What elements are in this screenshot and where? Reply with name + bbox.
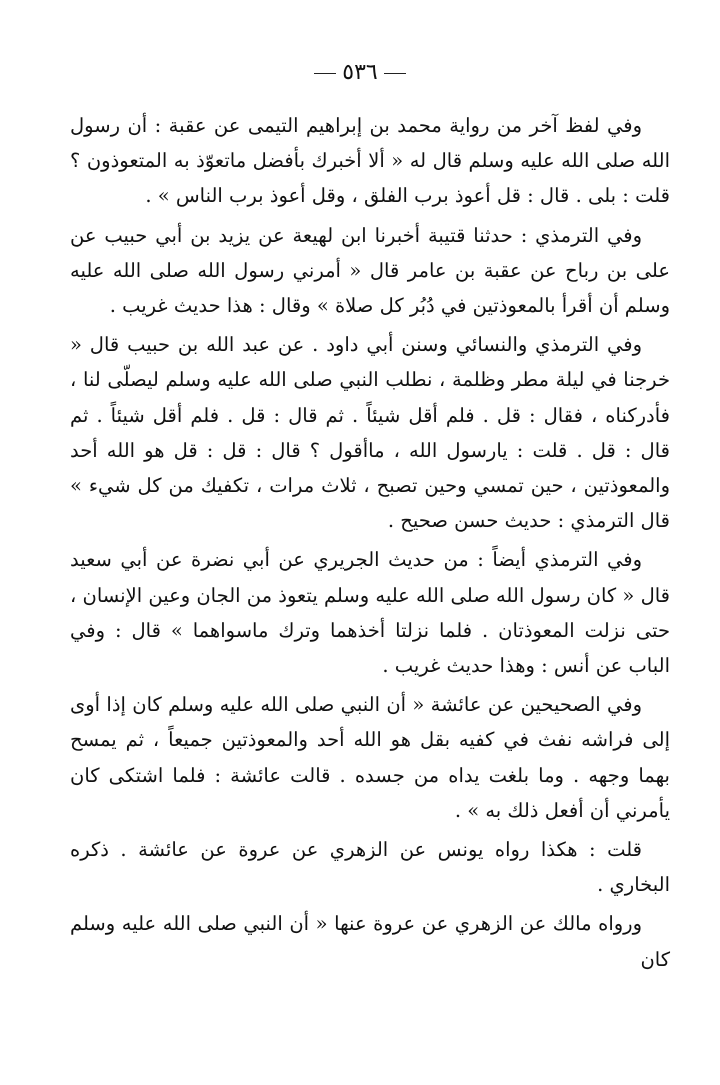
body-text bbox=[70, 108, 670, 981]
paragraph-1: وفي لفظ آخر من رواية محمد بن إبراهيم التيمى عن عقبة : أن رسول الله صلى الله عليه وسلم قال له « ألا أخبرك بأفضل ماتعوّذ به المتعوذون ؟ قلت : بلى . قال : قل أعوذ برب الفلق ، وقل أعوذ برب الناس » . bbox=[70, 114, 670, 208]
paragraph-5: وفي الصحيحين عن عائشة « أن النبي صلى الله عليه وسلم كان إذا أوى إلى فراشه نفث في كفيه بقل هو الله أحد والمعوذتين جميعاً ، ثم يمسح بهما وجهه . وما بلغت يداه من جسده . قالت عائشة : فلما اشتكى كان يأمرني أن أفعل ذلك به » . bbox=[70, 693, 670, 822]
page-number-dash-right bbox=[384, 73, 406, 74]
paragraph-2: وفي الترمذي : حدثنا قتيبة أخبرنا ابن لهيعة عن يزيد بن أبي حبيب عن على بن رباح عن عقبة بن عامر قال « أمرني رسول الله صلى الله عليه وسلم أن أقرأ بالمعوذتين في دُبُر كل صلاة » وقال : هذا حديث غريب . bbox=[70, 223, 670, 318]
paragraph-7: ورواه مالك عن الزهري عن عروة عنها « أن النبي صلى الله عليه وسلم كان bbox=[70, 912, 670, 971]
paragraph-3: وفي الترمذي والنسائي وسنن أبي داود . عن عبد الله بن حبيب قال « خرجنا في ليلة مطر وظلمة ، نطلب النبي صلى الله عليه وسلم ليصلّى لنا ، فأدركناه ، فقال : قل . فلم أقل شيئاً . ثم قال : قل . فلم أقل شيئاً . ثم قال : قل . قلت : يارسول الله ، ماأقول ؟ قال : قل : قل هو الله أحد والمعوذتين ، حين تمسي وحين تصبح ، ثلاث مرات ، تكفيك من كل شيء » قال الترمذي : حديث حسن صحيح . bbox=[70, 333, 670, 533]
paragraph-4: وفي الترمذي أيضاً : من حديث الجريري عن أبي نضرة عن أبي سعيد قال « كان رسول الله صلى الله عليه وسلم يتعوذ من الجان وعين الإنسان ، حتى نزلت المعوذتان . فلما نزلتا أخذهما وترك ماسواهما » قال : وفي الباب عن أنس : وهذا حديث غريب . bbox=[70, 548, 670, 678]
paragraph-6: قلت : هكذا رواه يونس عن الزهري عن عروة عن عائشة . ذكره البخاري . bbox=[70, 838, 670, 897]
page-number bbox=[0, 60, 720, 85]
page-number-text: ٥٣٦ bbox=[342, 60, 378, 85]
page-number-dash-left bbox=[314, 73, 336, 74]
